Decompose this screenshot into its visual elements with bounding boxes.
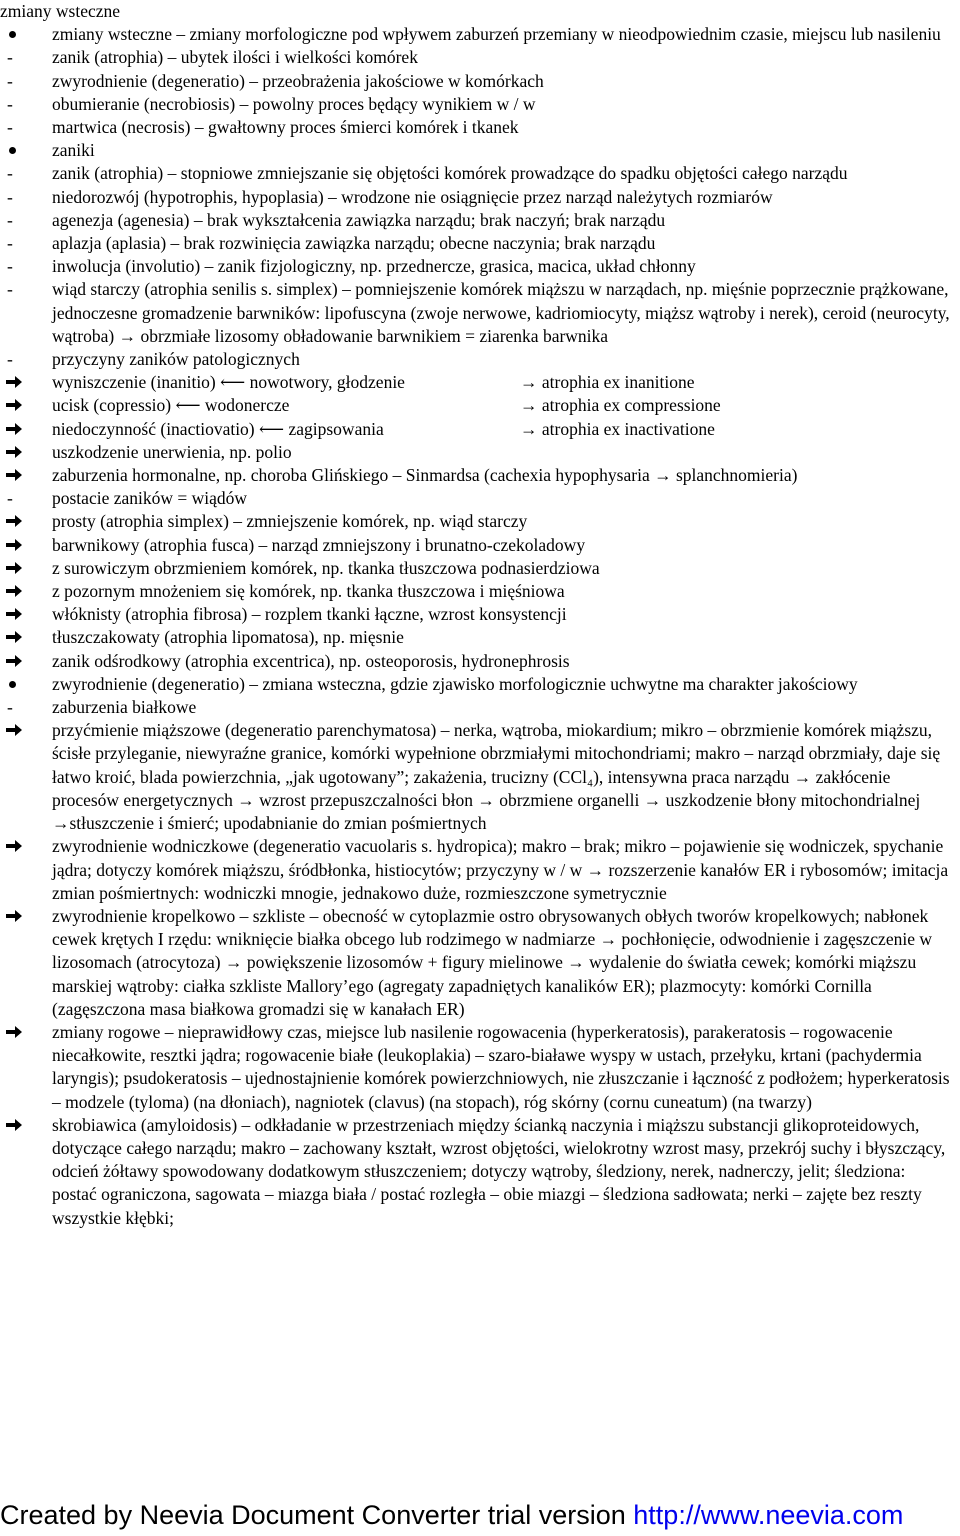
- arrow-right-icon: [0, 418, 52, 441]
- list-item: [0, 232, 960, 255]
- two-column-line: [52, 371, 950, 394]
- bullet-icon: [0, 673, 52, 696]
- arrow-right-icon: [0, 557, 52, 580]
- item-text: zwyrodnienie (degeneratio) – zmiana wsteczna, gdzie zjawisko morfologicznie uchwytne ma charakter jakościowy: [52, 673, 858, 694]
- list-item: [0, 139, 960, 162]
- item-text: zmiany wsteczne – zmiany morfologiczne pod wpływem zaburzeń przemiany w nieodpowiednim czasie, miejscu lub nasileniu: [52, 24, 941, 45]
- item-text: zwyrodnienie kropelkowo – szkliste – obecność w cytoplazmie ostro obrysowanych obłych tworów kropelkowych; nabłonek cewek krętych I rzędu: wniknięcie białka obcego lub rodzimego w nadmiarze → pochłonięcie, odwodnienie i zagęszczenie w lizosomach (atrocytoza) → powiększenie lizosomów + figury mielinowe → wydalenie do światła cewek; komórki miąższu marskiej wątroby: ciałka szkliste Mallory’ego (agregaty zapadniętych kanalików ER); plazmocyty: komórki Cornilla (zagęszczona masa białkowa gromadzi się w kanałach ER): [52, 905, 932, 1019]
- dash-marker: [0, 186, 52, 209]
- list-item: [0, 93, 960, 116]
- list-item: [0, 209, 960, 232]
- list-item: [0, 394, 960, 417]
- list-item: [0, 673, 960, 696]
- item-text: zaniki: [52, 140, 95, 161]
- item-text: postacie zaników = wiądów: [52, 488, 248, 509]
- arrow-right-icon: [0, 905, 52, 928]
- list-item: [0, 348, 960, 371]
- list-item: [0, 371, 960, 394]
- item-text: martwica (necrosis) – gwałtowny proces śmierci komórek i tkanek: [52, 117, 519, 137]
- item-text: barwnikowy (atrophia fusca) – narząd zmniejszony i brunatno-czekoladowy: [52, 534, 586, 555]
- list-item: [0, 557, 960, 580]
- item-text: zwyrodnienie wodniczkowe (degeneratio vacuolaris s. hydropica); makro – brak; mikro – pojawienie się wodniczek, spychanie jądra; dotyczy komórek miąższu, śródbłonka, histiocytów; przyczyny w / w → rozszerzenie kanałów ER i rybosomów; imitacja zmian pośmiertnych: wodniczki mnogie, jednakowo duże, rozmieszczone symetrycznie: [52, 836, 949, 903]
- dash-marker: [0, 232, 52, 255]
- item-text: zanik (atrophia) – ubytek ilości i wielkości komórek: [52, 47, 418, 68]
- dash-marker: [0, 278, 52, 301]
- item-text: prosty (atrophia simplex) – zmniejszenie komórek, np. wiąd starczy: [52, 511, 528, 532]
- arrow-right-icon: [0, 835, 52, 858]
- item-text: przyćmienie miąższowe (degeneratio parenchymatosa) – nerka, wątroba, miokardium; mikro – obrzmienie komórek miąższu, ścisłe przyleganie, niewyraźne granice, komórki wypełnione obrzmiałymi mitochondriami; makro – narząd obrzmiały, daje się łatwo kroić, blada powierzchnia, „jak ugotowany”; zakażenia, trucizny (CCl₄), intensywna praca narządu → zakłócenie procesów energetycznych → wzrost przepuszczalności błon → obrzmiene organelli → uszkodzenie błony mitochondrialnej →stłuszczenie i śmierć; upodabnianie do zmian pośmiertnych: [52, 720, 941, 834]
- dash-marker: [0, 209, 52, 232]
- arrow-right-icon: [0, 719, 52, 742]
- item-text: zaburzenia hormonalne, np. choroba Glińskiego – Sinmardsa (cachexia hypophysaria → splanchnomieria): [52, 465, 798, 486]
- item-text: zanik (atrophia) – stopniowe zmniejszanie się objętości komórek prowadzące do spadku objętości całego narządu: [52, 163, 848, 184]
- list-item: [0, 70, 960, 93]
- item-text: zwyrodnienie (degeneratio) – przeobrażenia jakościowe w komórkach: [52, 70, 544, 91]
- list-item: [0, 441, 960, 464]
- item-result: → atrophia ex inanitione: [520, 372, 695, 393]
- arrow-right-icon: [0, 1021, 52, 1044]
- arrow-right-icon: [0, 534, 52, 557]
- list-item: [0, 116, 960, 139]
- list-item: [0, 487, 960, 510]
- list-item: [0, 719, 960, 835]
- arrow-right-icon: [0, 510, 52, 533]
- page-title: zmiany wsteczne: [0, 1, 121, 21]
- item-text: zmiany rogowe – nieprawidłowy czas, miejsce lub nasilenie rogowacenia (hyperkeratosis), parakeratosis – rogowacenie niecałkowite, resztki jądra; rogowacenie białe (leukoplakia) – szaro-białawe wyspy w ustach, przełyku, krtani (pachydermia laryngis); psudokeratosis – ujednostajnienie komórek powierzchniowych, nie złuszczanie i łączność z podłożem; hyperkeratosis – modzele (tyloma) (na dłoniach), nagniotek (clavus) (na stopach), róg skórny (cornu cuneatum) (na twarzy): [52, 1021, 950, 1112]
- list-item: [0, 278, 960, 348]
- item-cause: ucisk (copressio) ⟵ wodonercze: [52, 395, 290, 416]
- list-item: [0, 626, 960, 649]
- dash-marker: [0, 255, 52, 278]
- item-text: wiąd starczy (atrophia senilis s. simplex) – pomniejszenie komórek miąższu w narządach, np. mięśnie poprzecznie prążkowane, jednoczesne gromadzenie barwników: lipofuscyna (zwoje nerwowe, kadriomiocyty, miąższ wątroby i nerek), ceroid (neurocyty, wątroba) → obrzmiałe lizosomy obładowanie barwnikiem = ziarenka barwnika: [52, 279, 950, 346]
- footer-text: Created by Neevia Document Converter trial version: [0, 1500, 634, 1530]
- item-text: tłuszczakowaty (atrophia lipomatosa), np. mięsnie: [52, 627, 404, 648]
- list-item: [0, 603, 960, 626]
- item-text: przyczyny zaników patologicznych: [52, 349, 300, 370]
- item-text: niedorozwój (hypotrophis, hypoplasia) – wrodzone nie osiągnięcie przez narząd należytych rozmiarów: [52, 186, 773, 207]
- list-item: [0, 510, 960, 533]
- list-item: [0, 418, 960, 441]
- arrow-right-icon: [0, 371, 52, 394]
- list-item: [0, 464, 960, 487]
- item-result: → atrophia ex compressione: [520, 395, 721, 416]
- arrow-right-icon: [0, 394, 52, 417]
- item-cause: wyniszczenie (inanitio) ⟵ nowotwory, głodzenie: [52, 372, 405, 393]
- list-item: [0, 580, 960, 603]
- dash-marker: [0, 696, 52, 719]
- dash-marker: [0, 116, 52, 139]
- footer-link[interactable]: http://www.neevia.com: [633, 1500, 904, 1530]
- item-text: inwolucja (involutio) – zanik fizjologiczny, np. przednercze, grasica, macica, układ chłonny: [52, 256, 696, 277]
- arrow-right-icon: [0, 650, 52, 673]
- dash-marker: [0, 93, 52, 116]
- dash-marker: [0, 348, 52, 371]
- item-text: uszkodzenie unerwienia, np. polio: [52, 441, 292, 462]
- two-column-line: [52, 394, 950, 417]
- bullet-icon: [0, 139, 52, 162]
- item-text: obumieranie (necrobiosis) – powolny proces będący wynikiem w / w: [52, 93, 536, 114]
- two-column-line: [52, 418, 950, 441]
- item-text: aplazja (aplasia) – brak rozwinięcia zawiązka narządu; obecne naczynia; brak narządu: [52, 233, 656, 254]
- dash-marker: [0, 70, 52, 93]
- arrow-right-icon: [0, 580, 52, 603]
- list-item: [0, 835, 960, 905]
- list-item: [0, 650, 960, 673]
- arrow-right-icon: [0, 626, 52, 649]
- list-item: [0, 905, 960, 1021]
- list-item: [0, 696, 960, 719]
- list-item: [0, 1021, 960, 1114]
- list-item: [0, 255, 960, 278]
- list-item: [0, 162, 960, 185]
- footer-watermark: [0, 1497, 960, 1533]
- item-cause: niedoczynność (inactiovatio) ⟵ zagipsowania: [52, 418, 384, 439]
- item-text: skrobiawica (amyloidosis) – odkładanie w przestrzeniach między ścianką naczynia i miąższu substancji glikoproteidowych, dotyczące całego narządu; makro – zachowany kształt, wzrost objętości, wielokrotny wzrost masy, przekrój suchy i błyszczący, odcień żółtawy spowodowany dodatkowym stłuszczeniem; dotyczy wątroby, śledziony, nerek, nadnerczy, jelit; śledziona: postać ograniczona, sagowata – miazga biała / postać rozległa – obie miazgi – śledziona sadłowata; nerki – zajęte bez reszty wszystkie kłębki;: [52, 1114, 946, 1228]
- arrow-right-icon: [0, 603, 52, 626]
- item-text: z surowiczym obrzmieniem komórek, np. tkanka tłuszczowa podnasierdziowa: [52, 557, 600, 578]
- item-text: agenezja (agenesia) – brak wykształcenia zawiązka narządu; brak naczyń; brak narządu: [52, 209, 666, 230]
- arrow-right-icon: [0, 441, 52, 464]
- item-text: z pozornym mnożeniem się komórek, np. tkanka tłuszczowa i mięśniowa: [52, 581, 565, 602]
- dash-marker: [0, 46, 52, 69]
- item-list: [0, 23, 960, 1230]
- bullet-icon: [0, 23, 52, 46]
- arrow-right-icon: [0, 464, 52, 487]
- list-item: [0, 23, 960, 46]
- list-item: [0, 46, 960, 69]
- list-item: [0, 1114, 960, 1230]
- item-text: zaburzenia białkowe: [52, 697, 197, 718]
- item-result: → atrophia ex inactivatione: [520, 418, 715, 439]
- list-item: [0, 186, 960, 209]
- dash-marker: [0, 162, 52, 185]
- item-text: włóknisty (atrophia fibrosa) – rozplem tkanki łączne, wzrost konsystencji: [52, 604, 567, 625]
- list-item: [0, 534, 960, 557]
- arrow-right-icon: [0, 1114, 52, 1137]
- item-text: zanik odśrodkowy (atrophia excentrica), np. osteoporosis, hydronephrosis: [52, 650, 570, 671]
- dash-marker: [0, 487, 52, 510]
